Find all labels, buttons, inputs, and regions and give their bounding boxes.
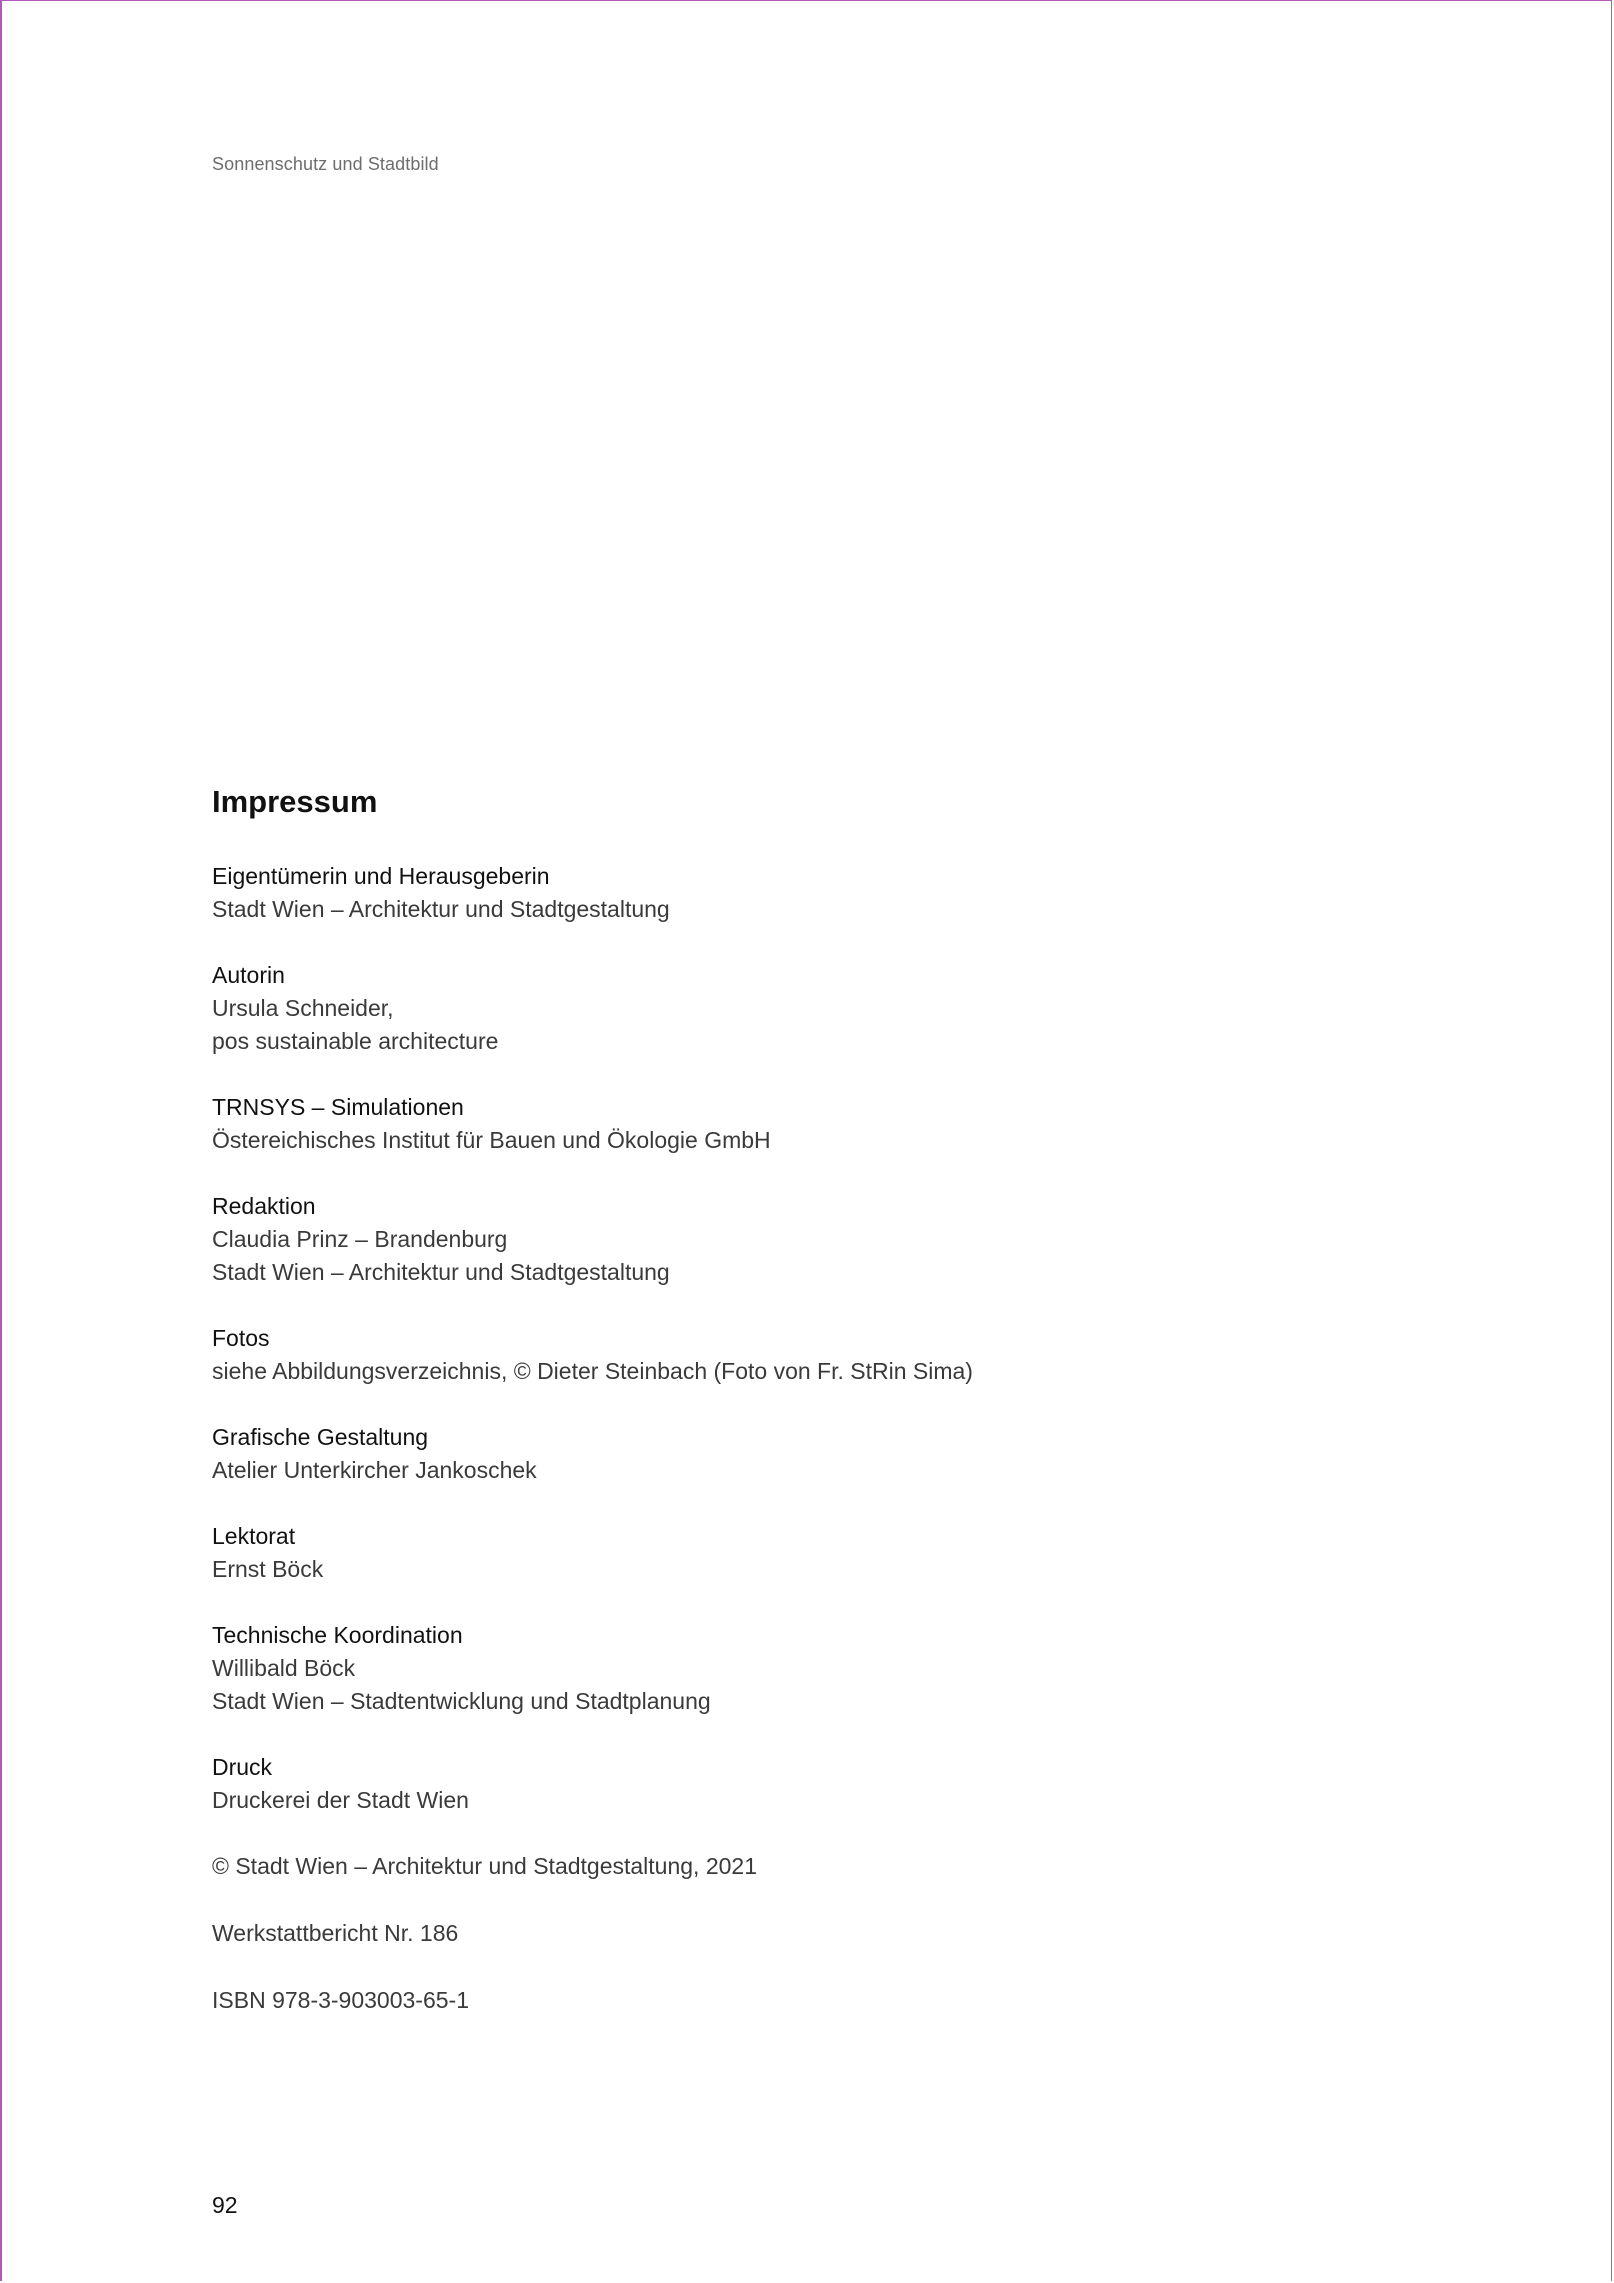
impressum-block xyxy=(212,782,1362,2051)
section-line: Östereichisches Institut für Bauen und Ökologie GmbH xyxy=(212,1127,771,1153)
section-line: Atelier Unterkircher Jankoschek xyxy=(212,1457,537,1483)
section-editing xyxy=(212,1190,1362,1289)
section-line: Claudia Prinz – Brandenburg xyxy=(212,1226,508,1252)
section-line: Ursula Schneider, xyxy=(212,995,394,1021)
section-simulations xyxy=(212,1091,1362,1157)
section-heading: Autorin xyxy=(212,962,285,988)
section-heading: Lektorat xyxy=(212,1523,296,1549)
section-heading: Grafische Gestaltung xyxy=(212,1424,429,1450)
section-line: pos sustainable architecture xyxy=(212,1028,499,1054)
section-line: Willibald Böck xyxy=(212,1655,356,1681)
section-line: Stadt Wien – Architektur und Stadtgestaltung xyxy=(212,896,670,922)
section-heading: Redaktion xyxy=(212,1193,316,1219)
section-line: Stadt Wien – Architektur und Stadtgestaltung xyxy=(212,1259,670,1285)
isbn: ISBN 978-3-903003-65-1 xyxy=(212,1987,469,2013)
section-heading: Technische Koordination xyxy=(212,1622,463,1648)
section-line: siehe Abbildungsverzeichnis, © Dieter Steinbach (Foto von Fr. StRin Sima) xyxy=(212,1358,973,1384)
running-header: Sonnenschutz und Stadtbild xyxy=(212,154,439,174)
section-line: Druckerei der Stadt Wien xyxy=(212,1787,469,1813)
section-graphic-design xyxy=(212,1421,1362,1487)
report-number: Werkstattbericht Nr. 186 xyxy=(212,1920,459,1946)
section-proofreading xyxy=(212,1520,1362,1586)
section-heading: Druck xyxy=(212,1754,273,1780)
page-number: 92 xyxy=(212,2192,238,2218)
section-heading: TRNSYS – Simulationen xyxy=(212,1094,464,1120)
section-photos xyxy=(212,1322,1362,1388)
section-technical-coordination xyxy=(212,1619,1362,1718)
section-line: Ernst Böck xyxy=(212,1556,324,1582)
copyright-notice: © Stadt Wien – Architektur und Stadtgestaltung, 2021 xyxy=(212,1853,758,1879)
section-owner-publisher xyxy=(212,860,1362,926)
section-author xyxy=(212,959,1362,1058)
page-title: Impressum xyxy=(212,784,378,819)
section-heading: Fotos xyxy=(212,1325,270,1351)
section-line: Stadt Wien – Stadtentwicklung und Stadtplanung xyxy=(212,1688,711,1714)
section-heading: Eigentümerin und Herausgeberin xyxy=(212,863,550,889)
section-printing xyxy=(212,1751,1362,1817)
